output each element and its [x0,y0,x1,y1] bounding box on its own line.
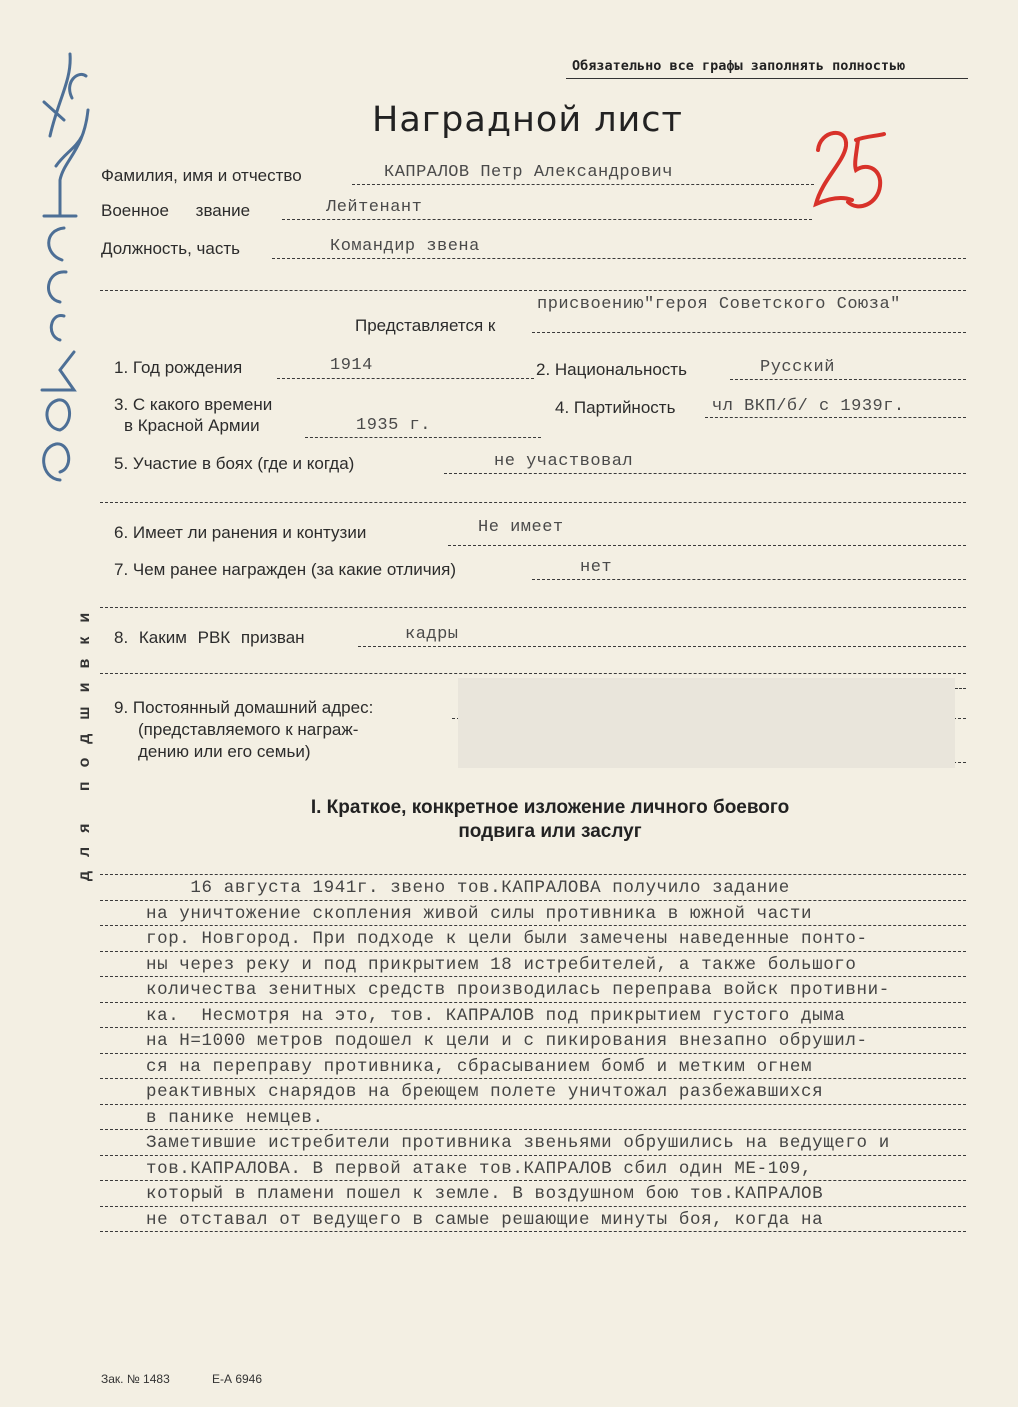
position-line [272,258,966,259]
section-title-line-2: подвига или заслуг [458,821,642,842]
narrative-rule [100,900,966,901]
army-since-label-2: в Красной Армии [124,416,260,435]
footer-code: Е-А 6946 [212,1372,263,1386]
presented-line [532,332,966,333]
birth-line [277,378,534,379]
birth-value: 1914 [330,356,373,375]
narrative-rule [100,1180,966,1181]
handwritten-margin-note [20,40,92,500]
narrative-rule [100,1231,966,1232]
battles-value: не участвовал [494,452,634,471]
address-line-tail [955,688,966,689]
narrative-rule [100,976,966,977]
blank-line-3 [100,607,966,608]
page-title: Наградной лист [372,100,683,140]
wounds-value: Не имеет [478,518,564,537]
narrative-line: не отставал от ведущего в самые решающие минуты боя, когда на [146,1209,824,1230]
narrative-rule [100,1053,966,1054]
narrative-line: 16 августа 1941г. звено тов.КАПРАЛОВА получило задание [146,878,790,898]
narrative-rule [100,951,966,952]
rvk-label: 8. Каким РВК призван [114,628,305,647]
awards-line [532,579,966,580]
narrative-line: Заметившие истребители противника звеньями обрушились на ведущего и [146,1133,890,1153]
blank-line-4 [100,673,966,674]
awards-label: 7. Чем ранее награжден (за какие отличия) [114,560,456,579]
party-label: 4. Партийность [555,398,676,417]
narrative-line: в панике немцев. [146,1107,324,1128]
blank-line-1 [100,290,966,291]
birth-label: 1. Год рождения [114,358,243,377]
narrative-line: тов.КАПРАЛОВА. В первой атаке тов.КАПРАЛОВ сбил один МЕ-109, [146,1158,813,1179]
address-label-1: 9. Постоянный домашний адрес: [114,698,374,717]
address-label-2: (представляемого к награж- [138,720,359,739]
name-label: Фамилия, имя и отчество [101,166,302,185]
handwritten-margin-text: Согласен [20,40,25,41]
address-label-3: дению или его семьи) [138,742,311,761]
battles-label: 5. Участие в боях (где и когда) [114,454,355,473]
narrative-rule [100,1027,966,1028]
redacted-address [458,678,955,768]
name-line [352,184,814,185]
narrative-rule [100,1155,966,1156]
narrative-line: количества зенитных средств производилась переправа войск противни- [146,980,890,1000]
presented-label: Представляется к [355,316,496,335]
narrative-line: гор. Новгород. При подходе к цели были замечены наведенные понто- [146,929,868,949]
narrative-rule [100,925,966,926]
narrative-line: ны через реку и под прикрытием 18 истребителей, а также большого [146,954,857,975]
awards-value: нет [580,558,613,577]
position-label: Должность, часть [101,239,240,258]
narrative-line: на Н=1000 метров подошел к цели и с пикирования внезапно обрушил- [146,1031,868,1051]
army-since-line [305,437,541,438]
battles-line [444,473,966,474]
blank-line-2 [100,502,966,503]
name-value: КАПРАЛОВ Петр Александрович [384,163,673,182]
narrative-rule [100,1078,966,1079]
narrative-line: ка. Несмотря на это, тов. КАПРАЛОВ под прикрытием густого дыма [146,1005,846,1026]
narrative-line: реактивных снарядов на бреющем полете уничтожал разбежавшихся [146,1082,824,1102]
nationality-line [730,379,966,380]
nationality-value: Русский [760,358,835,377]
header-note: Обязательно все графы заполнять полностью [572,58,906,74]
rank-line [282,219,812,220]
nationality-label: 2. Национальность [536,360,687,379]
rank-label: Военное звание [101,201,251,220]
party-line [705,417,966,418]
party-value: чл ВКП/б/ с 1939г. [712,397,905,416]
narrative-rule [100,1206,966,1207]
wounds-line [448,545,966,546]
narrative-line: на уничтожение скопления живой силы противника в южной части [146,903,813,924]
header-underline [566,78,968,79]
presented-value: присвоению"героя Советского Союза" [537,295,901,314]
footer-order: Зак. № 1483 [101,1372,170,1386]
section-title [200,796,900,844]
army-since-value: 1935 г. [356,416,431,435]
section-title-line-1: I. Краткое, конкретное изложение личного боевого [310,797,790,818]
rvk-line [358,646,966,647]
narrative-rule [100,1002,966,1003]
rank-value: Лейтенант [326,198,423,217]
narrative-rule [100,1129,966,1130]
narrative-rule [100,874,966,875]
narrative-line: который в пламени пошел к земле. В воздушном бою тов.КАПРАЛОВ [146,1184,824,1204]
narrative-line: ся на переправу противника, сбрасыванием бомб и метким огнем [146,1056,813,1077]
wounds-label: 6. Имеет ли ранения и контузии [114,523,367,542]
handwritten-number-text: 25 [808,118,810,119]
binding-margin-label: для подшивки [76,598,93,882]
rvk-value: кадры [405,625,459,644]
handwritten-number-25 [808,118,888,218]
position-value: Командир звена [330,237,480,256]
army-since-label-1: 3. С какого времени [114,395,273,414]
narrative-rule [100,1104,966,1105]
